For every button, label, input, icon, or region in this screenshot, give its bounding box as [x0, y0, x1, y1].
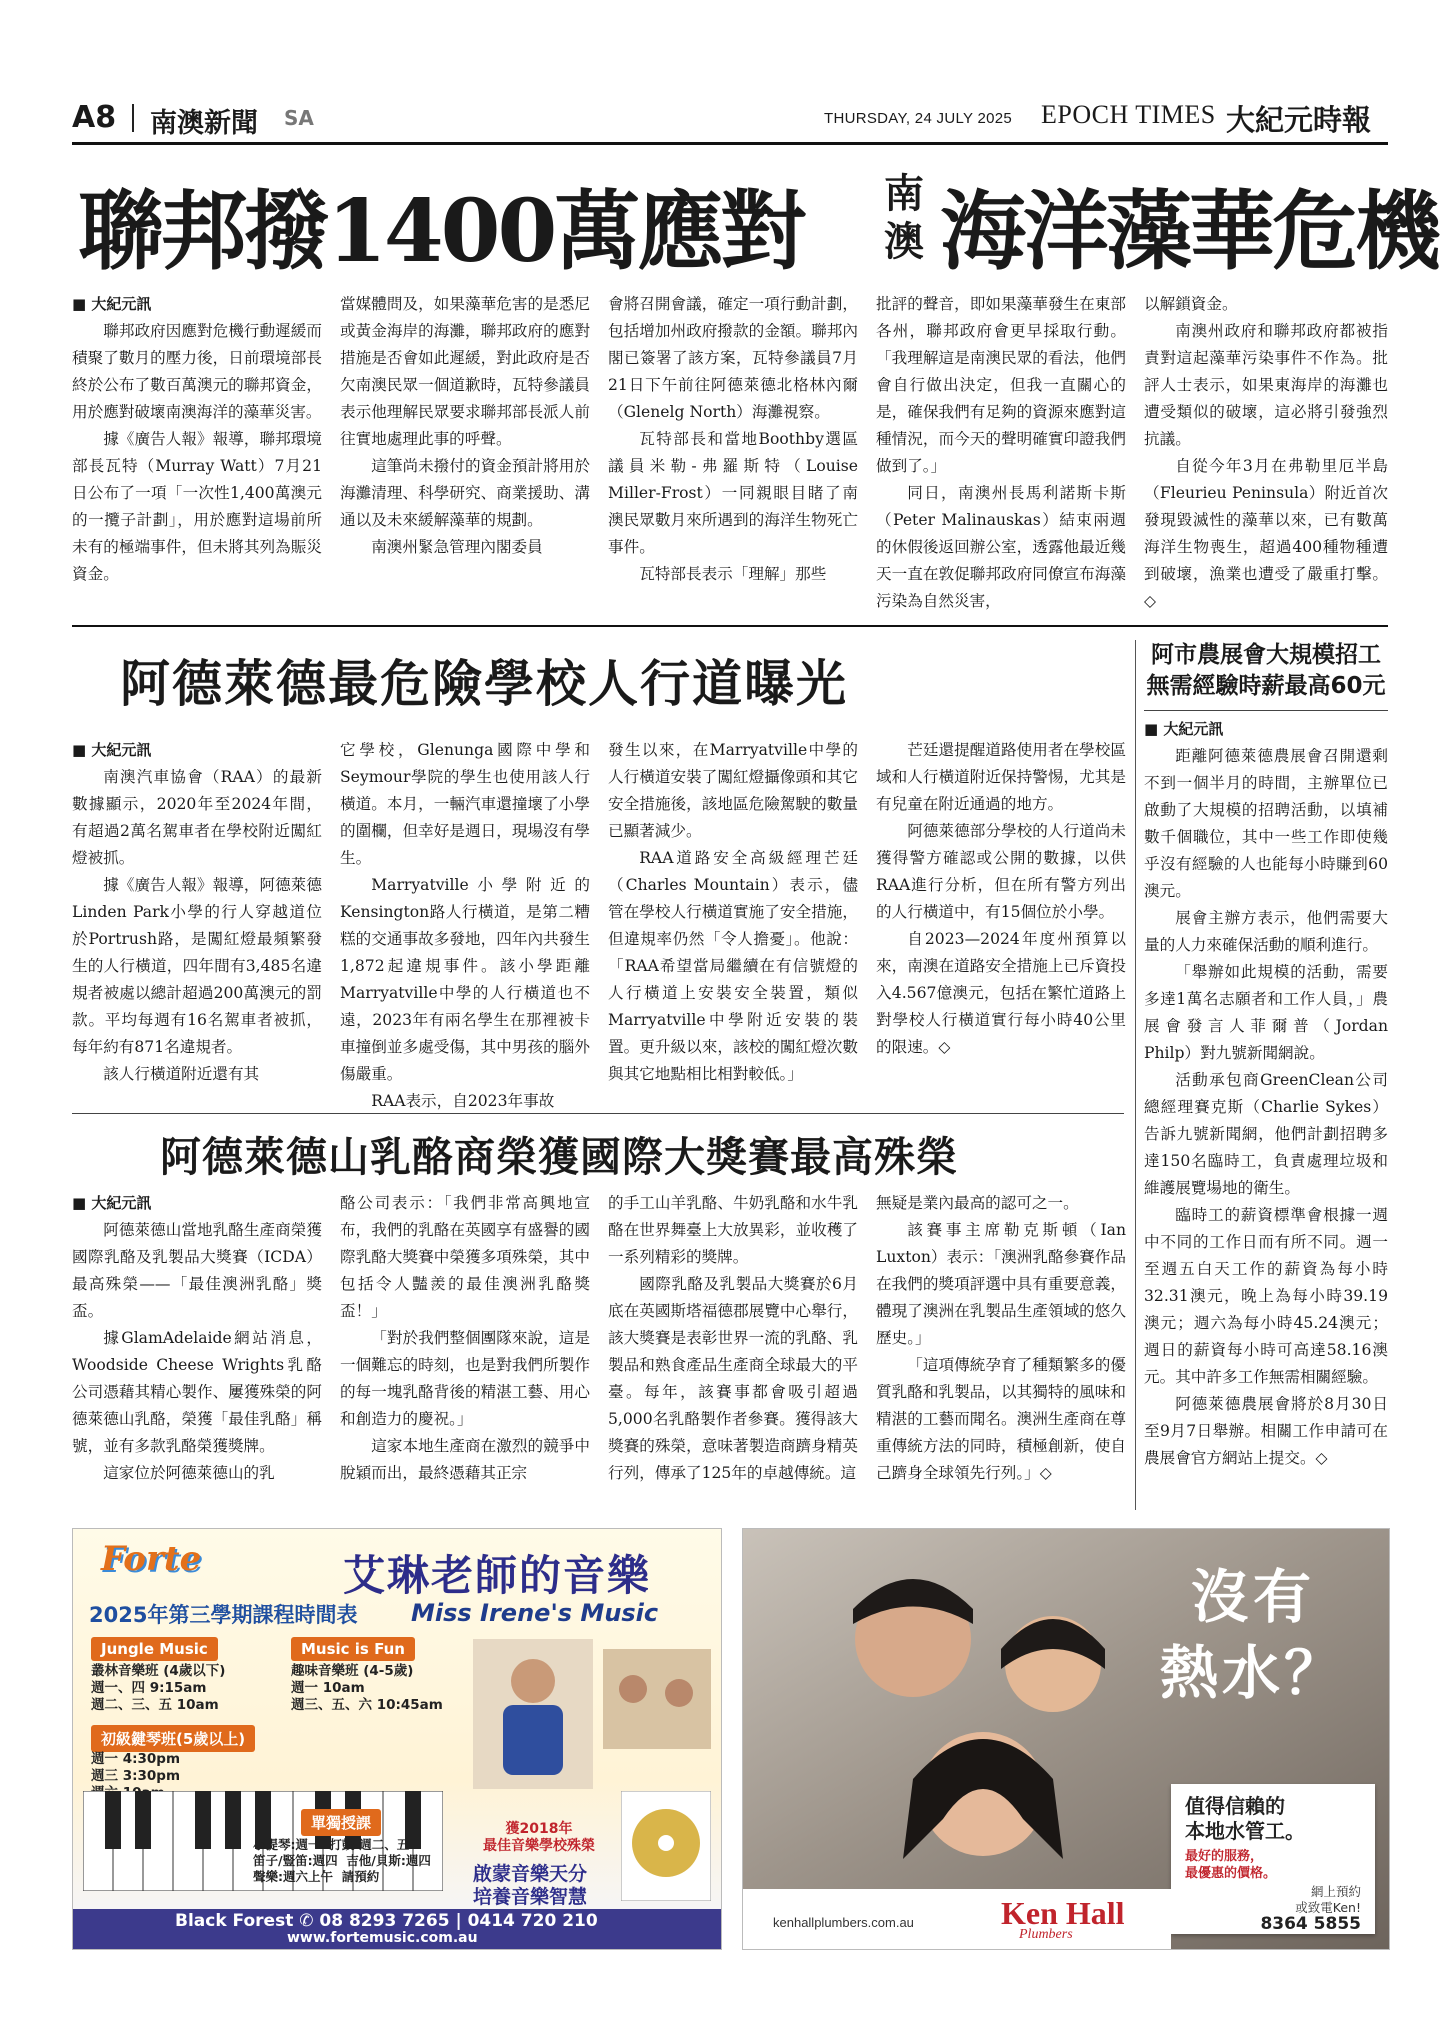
paragraph: RAA道路安全高級經理芒廷（Charles Mountain）表示，儘管在學校人行橫道實施了安全措施，但違規率仍然「令人擔憂」。他說：「RAA希望當局繼續在有信號燈的人行橫道上安裝安全裝置，類似Marryatville中學附近安裝的裝置。更升級以來，該校的闖紅燈次數與其它地點相比相對較低。」 — [608, 849, 858, 1083]
ad-url[interactable]: www.fortemusic.com.au — [287, 1930, 478, 1946]
brand-english: EPOCH TIMES — [1041, 100, 1216, 129]
brand-chinese: 大紀元時報 — [1226, 103, 1372, 137]
story3-col-4 — [876, 1190, 1126, 1487]
paragraph: 距離阿德萊德農展會召開還剩不到一個半月的時間，主辦單位已啟動了大規模的招聘活動，以填補數千個職位，其中一些工作即使幾乎沒有經驗的人也能每小時賺到60澳元。 — [1144, 747, 1388, 900]
private-lessons-label: 單獨授課 — [301, 1809, 381, 1836]
story3-col-3 — [608, 1190, 858, 1487]
paragraph: Marryatville小學附近的Kensington路人行橫道，是第二糟糕的交通事故多發地，四年內共發生1,872起違規事件。該小學距離Marryatville中學的人行橫道也不遠，2023年有兩名學生在那裡被卡車撞倒並多處受傷，其中男孩的腦外傷嚴重。 — [340, 876, 590, 1083]
paragraph: 阿德萊德部分學校的人行道尚未獲得警方確認或公開的數據，以供RAA進行分析，但在所有警方列出的人行橫道中，有15個位於小學。 — [876, 822, 1126, 921]
paragraph: 活動承包商GreenClean公司總經理賽克斯（Charlie Sykes）告訴九號新聞網，他們計劃招聘多達150名臨時工，負責處理垃圾和維護展覽場地的衛生。 — [1144, 1071, 1388, 1197]
story1-headline — [72, 150, 1438, 290]
story3-headline: 阿德萊德山乳酪商榮獲國際大獎賽最高殊榮 — [160, 1133, 958, 1181]
paragraph: 據《廣告人報》報導，聯邦環境部長瓦特（Murray Watt）7月21日公布了一項「一次性1,400萬澳元的一攬子計劃」，用於應對這場前所未有的極端事件，但未將其列為賑災資金。 — [72, 430, 322, 583]
paragraph: 該人行橫道附近還有其 — [103, 1065, 260, 1083]
paragraph: 酪公司表示：「我們非常高興地宣布，我們的乳酪在英國享有盛譽的國際乳酪大獎賽中榮獲多項殊榮，其中包括令人豔羨的最佳澳洲乳酪獎盃！」 — [340, 1194, 590, 1320]
story2-col-4 — [876, 737, 1126, 1061]
card-title: 值得信賴的 本地水管工。 — [1185, 1794, 1305, 1843]
paragraph: 臨時工的薪資標準會根據一週中不同的工作日而有所不同。週一至週五白天工作的薪資為每小時32.31澳元，晚上為每小時39.19澳元；週六為每小時45.24澳元；週日的薪資每小時可高達58.16澳元。其中許多工作無需相關經驗。 — [1144, 1206, 1388, 1386]
issue-date: THURSDAY, 24 JULY 2025 — [824, 110, 1013, 127]
paragraph: 聯邦政府因應對危機行動遲緩而積聚了數月的壓力後，日前環境部長終於公布了數百萬澳元的聯邦資金，用於應對破壞南澳海洋的藻華災害。 — [72, 322, 322, 421]
sidebar-body — [1144, 716, 1388, 1472]
byline: ■ 大紀元訊 — [72, 741, 152, 759]
paragraph: 阿德萊德農展會將於8月30日至9月7日舉辦。相關工作申請可在農展會官方網站上提交。◇ — [1144, 1395, 1388, 1467]
paragraph: 瓦特部長和當地Boothby選區議員米勒-弗羅斯特（Louise Miller-Frost）一同親眼目睹了南澳民眾數月來所遇到的海洋生物死亡事件。 — [608, 430, 858, 556]
paragraph: 「舉辦如此規模的活動，需要多達1萬名志願者和工作人員，」農展會發言人菲爾普（Jordan Philp）對九號新聞網說。 — [1144, 963, 1388, 1062]
forte-logo: Forte — [101, 1539, 202, 1579]
paragraph: 瓦特部長表示「理解」那些 — [639, 565, 827, 583]
masthead-divider — [132, 104, 134, 132]
story1-headline-part1: 聯邦撥1400萬應對 — [78, 181, 804, 282]
section-name: 南澳新聞 — [150, 108, 258, 139]
paragraph: 阿德萊德山當地乳酪生產商榮獲國際乳酪及乳製品大獎賽（ICDA）最高殊榮——「最佳澳洲乳酪」獎盃。 — [72, 1221, 322, 1320]
paragraph: 批評的聲音，即如果藻華發生在東部各州，聯邦政府會更早採取行動。「我理解這是南澳民眾的看法，他們會自行做出決定，但我一直關心的是，確保我們有足夠的資源來應對這種情況，而今天的聲明確實印證我們做到了。」 — [876, 295, 1126, 475]
story2-col-1 — [72, 737, 322, 1088]
sidebar-divider — [1135, 640, 1136, 1510]
ad-question: 沒有 熱水？ — [1159, 1563, 1346, 1707]
story1-col-4 — [876, 291, 1126, 615]
ad-url[interactable]: kenhallplumbers.com.au — [773, 1915, 914, 1930]
region-tag: SA — [284, 106, 314, 130]
teacher-photo — [473, 1639, 593, 1789]
paragraph: 南澳州緊急管理內閣委員 — [371, 538, 543, 556]
story1-col-5 — [1144, 291, 1388, 615]
paragraph: 自從今年3月在弗勒里厄半島（Fleurieu Peninsula）附近首次發現毀滅性的藻華以來，已有數萬海洋生物喪生，超過400種物種遭到破壞，漁業也遭受了嚴重打擊。◇ — [1144, 457, 1388, 610]
paragraph: 這家位於阿德萊德山的乳 — [103, 1464, 275, 1482]
story2-headline: 阿德萊德最危險學校人行道曝光 — [120, 654, 848, 713]
ad-contact[interactable]: Black Forest ✆ 08 8293 7265 | 0414 720 210 — [175, 1911, 598, 1931]
music-is-fun-label: Music is Fun — [291, 1637, 415, 1661]
paragraph: 這筆尚未撥付的資金預計將用於海灘清理、科學研究、商業援助、溝通以及未來緩解藻華的規劃。 — [340, 457, 590, 529]
paragraph: 南澳州政府和聯邦政府都被指責對這起藻華污染事件不作為。批評人士表示，如果東海岸的海灘也遭受類似的破壞，這必將引發強烈抗議。 — [1144, 322, 1388, 448]
paragraph: 據GlamAdelaide網站消息，Woodside Cheese Wrights乳酪公司憑藉其精心製作、屢獲殊榮的阿德萊德山乳酪，榮獲「最佳乳酪」稱號，並有多款乳酪榮獲獎牌。 — [72, 1329, 322, 1455]
ad-title-en: Miss Irene's Music — [411, 1599, 659, 1627]
paragraph: 該賽事主席勒克斯頓（Ian Luxton）表示：「澳洲乳酪參賽作品在我們的獎項評選中具有重要意義，體現了澳洲在乳製品生產領域的悠久歷史。」 — [876, 1221, 1126, 1347]
story2-col-2 — [340, 737, 590, 1115]
private-lessons-schedule: 小提琴:週一 打鼓:週二、五 笛子/豎笛:週四 吉他/貝斯:週四 聲樂:週六上午 請預約 — [253, 1837, 431, 1884]
ken-hall-logo: Ken Hall — [1001, 1895, 1125, 1931]
jungle-music-schedule: 叢林音樂班 (4歲以下) 週一、四 9:15am 週二、三、五 10am — [91, 1663, 226, 1713]
byline: ■ 大紀元訊 — [1144, 720, 1224, 738]
paragraph: 自2023—2024年度州預算以來，南澳在道路安全措施上已斥資投入4.567億澳元，包括在繁忙道路上對學校人行橫道實行每小時40公里的限速。◇ — [876, 930, 1126, 1056]
piano-class-label: 初級鍵琴班(5歲以上) — [91, 1725, 255, 1752]
ken-hall-plumbers-ad[interactable] — [742, 1528, 1390, 1950]
ad-title-cn: 艾琳老師的音樂 — [343, 1551, 652, 1600]
jungle-music-label: Jungle Music — [91, 1637, 218, 1661]
paragraph: 會將召開會議，確定一項行動計劃，包括增加州政府撥款的金額。聯邦內閣已簽署了該方案，瓦特參議員7月21日下午前往阿德萊德北格林內爾（Glenelg North）海灘視察。 — [608, 295, 858, 421]
paragraph: 同日，南澳州長馬利諾斯卡斯（Peter Malinauskas）結束兩週的休假後返回辦公室，透露他最近幾天一直在敦促聯邦政府同僚宣布海藻污染為自然災害， — [876, 484, 1126, 610]
paragraph: 展會主辦方表示，他們需要大量的人力來確保活動的順利進行。 — [1144, 909, 1388, 954]
students-photo — [603, 1649, 711, 1749]
ad-slogan: 啟蒙音樂天分 培養音樂智慧 — [473, 1863, 588, 1908]
family-photo — [743, 1529, 1163, 1889]
piano-class-schedule: 週一 4:30pm 週三 3:30pm — [91, 1751, 181, 1784]
paragraph: RAA表示，自2023年事故 — [371, 1092, 555, 1110]
ken-hall-logo-sub: Plumbers — [1019, 1927, 1073, 1942]
story-divider — [72, 1113, 1124, 1114]
award-text: 獲2018年 最佳音樂學校殊榮 — [483, 1821, 595, 1854]
ad-contact-bar[interactable] — [73, 1909, 721, 1949]
story-divider — [72, 625, 1388, 627]
byline: ■ 大紀元訊 — [72, 1194, 152, 1212]
story2-col-3 — [608, 737, 858, 1088]
card-highlight: 最好的服務， 最優惠的價格。 — [1185, 1849, 1277, 1881]
masthead-rule — [72, 142, 1388, 145]
card-phone[interactable]: 8364 5855 — [1260, 1914, 1361, 1934]
page-number: A8 — [72, 100, 117, 135]
story1-col-1 — [72, 291, 322, 588]
paragraph: 國際乳酪及乳製品大獎賽於6月底在英國斯塔福德郡展覽中心舉行，該大獎賽是表彰世界一流的乳酪、乳製品和熟食產品生產商全球最大的平臺。每年，該賽事都會吸引超過5,000名乳酪製作者參賽。獲得該大獎賽的殊榮，意味著製造商躋身精英行列，傳承了125年的卓越傳統。這 — [608, 1275, 858, 1482]
sidebar-rule — [1144, 710, 1388, 711]
paragraph: 以解鎖資金。 — [1144, 295, 1238, 313]
paragraph: 南澳汽車協會（RAA）的最新數據顯示，2020年至2024年間，有超過2萬名駕車者在學校附近闖紅燈被抓。 — [72, 768, 322, 867]
paragraph: 它學校，Glenunga國際中學和Seymour學院的學生也使用該人行橫道。本月，一輛汽車還撞壞了小學的圍欄，但幸好是週日，現場沒有學生。 — [340, 741, 590, 867]
ad-term: 2025年第三學期課程時間表 — [89, 1603, 358, 1627]
award-record-icon — [621, 1791, 711, 1901]
story3-col-2 — [340, 1190, 590, 1487]
card-note: 網上預約 或致電Ken! — [1295, 1884, 1361, 1915]
paragraph: 據《廣告人報》報導，阿德萊德Linden Park小學的行人穿越道位於Portrush路，是闖紅燈最頻繁發生的人行橫道，四年間有3,485名違規者被處以總計超過200萬澳元的罰款。平均每週有16名駕車者被抓，每年約有871名違規者。 — [72, 876, 322, 1056]
story1-col-2 — [340, 291, 590, 561]
ad-info-card — [1171, 1784, 1375, 1934]
forte-music-ad[interactable] — [72, 1528, 722, 1950]
music-is-fun-schedule: 趣味音樂班 (4-5歲) 週一 10am 週三、五、六 10:45am — [291, 1663, 443, 1713]
byline: ■ 大紀元訊 — [72, 295, 152, 313]
story1-col-3 — [608, 291, 858, 588]
sidebar-headline-line1: 阿市農展會大規模招工 — [1151, 642, 1381, 668]
paragraph: 當媒體問及，如果藻華危害的是悉尼或黃金海岸的海灘，聯邦政府的應對措施是否會如此遲緩，對此政府是否欠南澳民眾一個道歉時，瓦特參議員表示他理解民眾要求聯邦部長派人前往實地處理此事的呼聲。 — [340, 295, 590, 448]
paragraph: 芒廷還提醒道路使用者在學校區域和人行橫道附近保持警惕，尤其是有兒童在附近通過的地方。 — [876, 741, 1126, 813]
paragraph: 這家本地生產商在激烈的競爭中脫穎而出，最終憑藉其正宗 — [340, 1437, 590, 1482]
sidebar-headline-line2: 無需經驗時薪最高60元 — [1146, 673, 1386, 699]
paragraph: 「對於我們整個團隊來說，這是一個難忘的時刻，也是對我們所製作的每一塊乳酪背後的精湛工藝、用心和創造力的慶祝。」 — [340, 1329, 590, 1428]
story1-headline-part2: 海洋藻華危機 — [940, 181, 1438, 282]
paragraph: 「這項傳統孕育了種類繁多的優質乳酪和乳製品，以其獨特的風味和精湛的工藝而聞名。澳洲生產商在尊重傳統方法的同時，積極創新，使自己躋身全球領先行列。」◇ — [876, 1356, 1126, 1482]
sidebar-headline — [1144, 640, 1388, 702]
paragraph: 無疑是業內最高的認可之一。 — [876, 1194, 1079, 1212]
paragraph: 的手工山羊乳酪、牛奶乳酪和水牛乳酪在世界舞臺上大放異彩，並收穫了一系列精彩的獎牌。 — [608, 1194, 858, 1266]
paragraph: 發生以來，在Marryatville中學的人行橫道安裝了闖紅燈攝像頭和其它安全措施後，該地區危險駕駛的數量已顯著減少。 — [608, 741, 858, 840]
story3-col-1 — [72, 1190, 322, 1487]
story1-headline-stack: 南澳 — [884, 170, 924, 265]
